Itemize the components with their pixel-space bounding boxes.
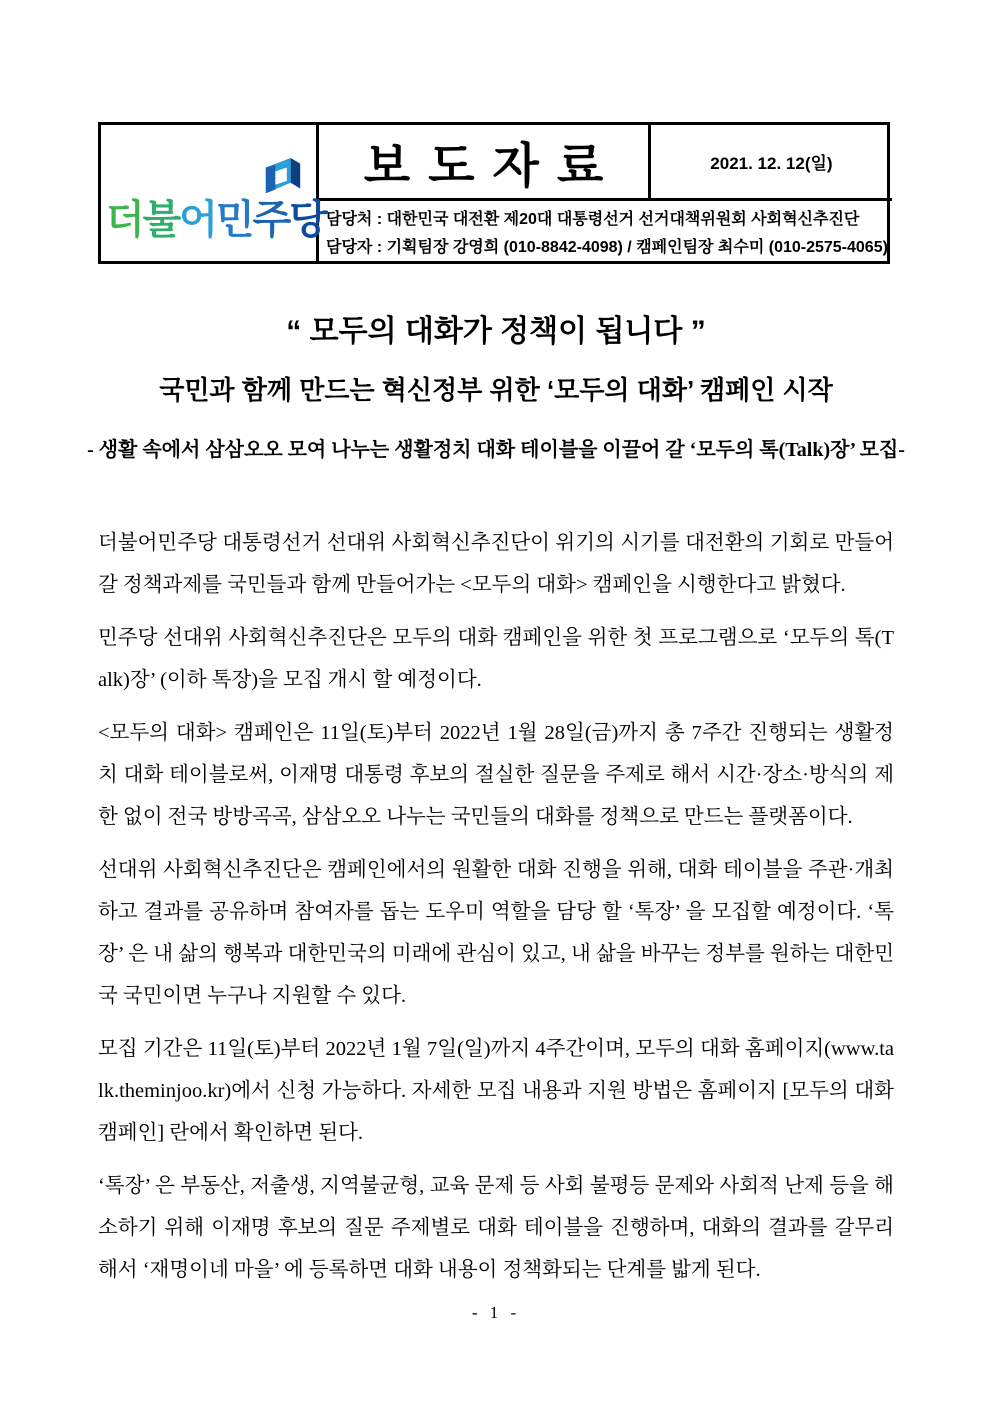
paragraph-5: 모집 기간은 11일(토)부터 2022년 1월 7일(일)까지 4주간이며, 모두의 대화 홈페이지(www.talk.theminjoo.kr)에서 신청 가능하다. 자세한 모집 내용과 지원 방법은 홈페이지 [모두의 대화 캠페인] 란에서 확인하면 된다. [98, 1038, 894, 1144]
headline-tagline: - 생활 속에서 삼삼오오 모여 나누는 생활정치 대화 테이블을 이끌어 갈 ‘모두의 톡(Talk)장’ 모집- [87, 439, 905, 461]
paragraph-1: 더불어민주당 대통령선거 선대위 사회혁신추진단이 위기의 시기를 대전환의 기회로 만들어갈 정책과제를 국민들과 함께 만들어가는 <모두의 대화> 캠페인을 시행한다고 밝혔다. [98, 532, 894, 596]
doc-type-title: 보도자료 [363, 140, 622, 193]
contact-info [319, 201, 892, 261]
release-date: 2021. 12. 12(일) [648, 125, 892, 198]
paragraph-4: 선대위 사회혁신추진단은 캠페인에서의 원활한 대화 진행을 위해, 대화 테이블을 주관·개최하고 결과를 공유하며 참여자를 돕는 도우미 역할을 담당 할 ‘톡장’ 을 모집할 예정이다. ‘톡장’ 은 내 삶의 행복과 대한민국의 미래에 관심이 있고, 내 삶을 바꾸는 정부를 원하는 대한민국 국민이면 누구나 지원할 수 있다. [98, 859, 894, 1007]
paragraph-6: ‘톡장’ 은 부동산, 저출생, 지역불균형, 교육 문제 등 사회 불평등 문제와 사회적 난제 등을 해소하기 위해 이재명 후보의 질문 주제별로 대화 테이블을 진행하며, 대화의 결과를 갈무리 해서 ‘재명이네 마을’ 에 등록하면 대화 내용이 정책화되는 단계를 밟게 된다. [98, 1175, 894, 1281]
body-text [98, 522, 894, 1302]
header-top-row [319, 125, 892, 201]
page-number: - 1 - [471, 1303, 521, 1322]
paragraph-3: <모두의 대화> 캠페인은 11일(토)부터 2022년 1월 28일(금)까지 총 7주간 진행되는 생활정치 대화 테이블로써, 이재명 대통령 후보의 절실한 질문을 주제로 해서 시간·장소·방식의 제한 없이 전국 방방곡곡, 삼삼오오 나누는 국민들의 대화를 정책으로 만드는 플랫폼이다. [98, 722, 894, 828]
contact-person-line: 담당자 : 기획팀장 강영희 (010-8842-4098) / 캠페인팀장 최수미 (010-2575-4065) [326, 238, 888, 256]
headline-main: “ 모두의 대화가 정책이 됩니다 ” [286, 315, 706, 348]
party-logo-wordmark: 더불어민주당 [106, 198, 326, 242]
paragraph-2: 민주당 선대위 사회혁신추진단은 모두의 대화 캠페인을 위한 첫 프로그램으로 ‘모두의 톡(Talk)장’ (이하 톡장)을 모집 개시 할 예정이다. [98, 627, 894, 691]
headline-sub: 국민과 함께 만드는 혁신정부 위한 ‘모두의 대화’ 캠페인 시작 [159, 375, 833, 405]
header-table [98, 122, 890, 264]
party-logo [101, 125, 326, 261]
header-right-section [319, 125, 892, 261]
contact-org-line: 담당처 : 대한민국 대전환 제20대 대통령선거 선거대책위원회 사회혁신추진단 [326, 210, 860, 228]
